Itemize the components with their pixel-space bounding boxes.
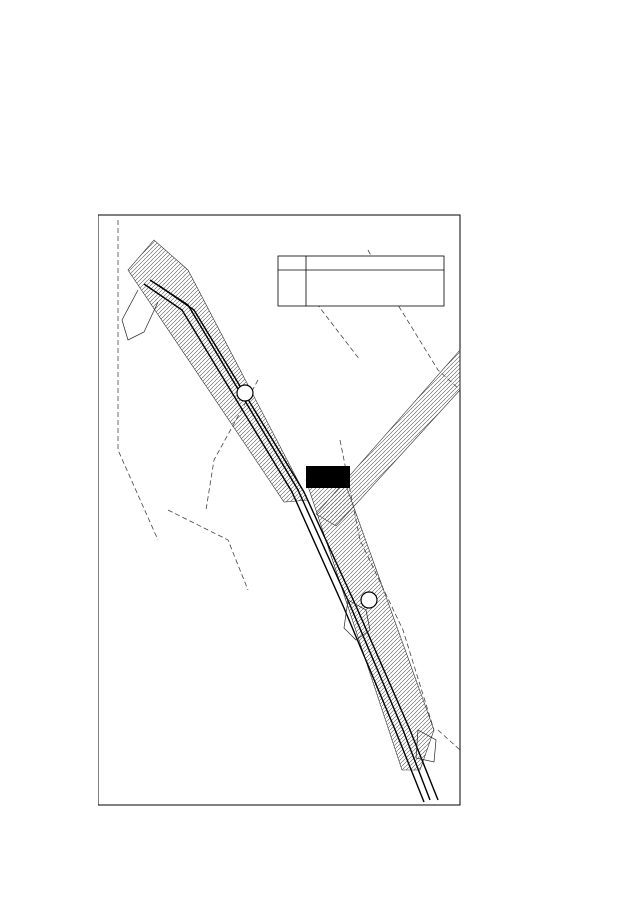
planning-map — [98, 210, 610, 812]
existing-corridor-south — [306, 480, 434, 770]
pipeline-marker-2 — [361, 592, 377, 608]
structure-block — [306, 466, 350, 488]
explication-table — [278, 256, 444, 306]
pipeline-marker-1 — [237, 385, 253, 401]
